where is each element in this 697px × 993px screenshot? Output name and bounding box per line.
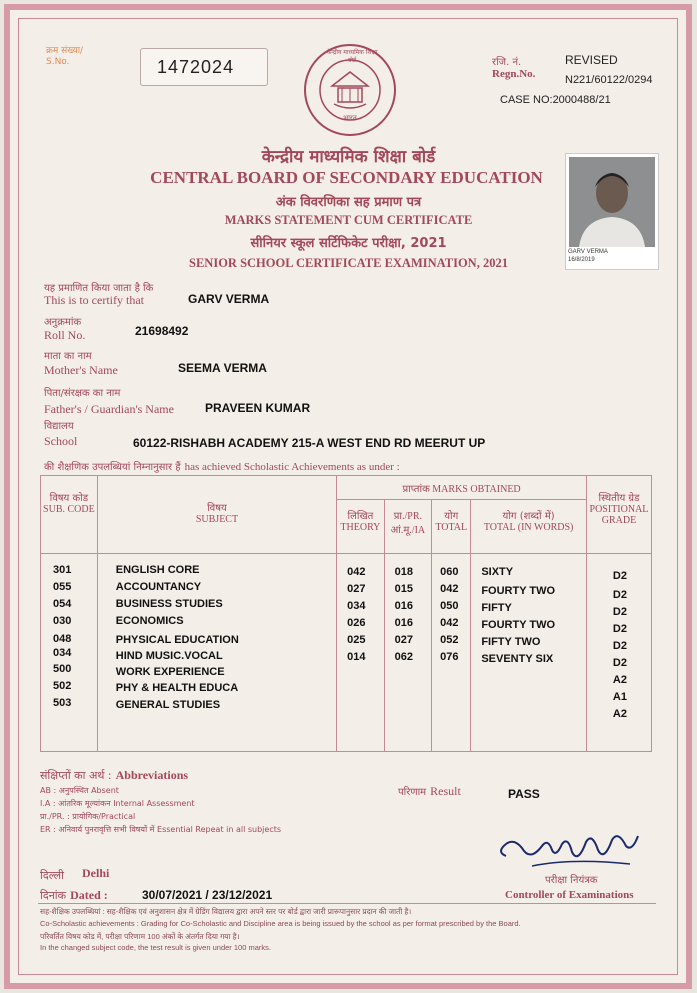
statement-title-hi: अंक विवरणिका सह प्रमाण पत्र (275, 195, 422, 210)
total-header (432, 500, 471, 554)
marks-obtained-header (337, 476, 587, 500)
theory-header-hi: लिखित (347, 511, 374, 522)
table-row-total: 076 (440, 651, 459, 663)
table-row-total: 060 (440, 566, 459, 578)
exam-title-en: SENIOR SCHOOL CERTIFICATE EXAMINATION, 2021 (189, 256, 508, 270)
table-row-words: SEVENTY SIX (481, 653, 554, 665)
board-title-en: CENTRAL BOARD OF SECONDARY EDUCATION (150, 168, 543, 187)
marks-header-row-1 (41, 476, 652, 500)
code-header (41, 476, 98, 554)
photo-caption-date: 16/8/2019 (568, 257, 595, 263)
issue-dates: 30/07/2021 / 23/12/2021 (142, 888, 273, 902)
table-row-total: 042 (440, 583, 459, 595)
achievement-line (44, 457, 400, 475)
table-row-grade: D2 (612, 589, 627, 601)
emblem-text-top: केन्द्रीय माध्यमिक शिक्षा बोर्ड (326, 49, 378, 64)
controller-title-hi: परीक्षा नियंत्रक (545, 875, 598, 886)
table-row-subject: WORK EXPERIENCE (115, 666, 225, 678)
regn-number: N221/60122/0294 (565, 74, 653, 86)
father-name: PRAVEEN KUMAR (205, 401, 311, 415)
abbreviations-title-en: Abbreviations (115, 768, 189, 782)
table-row-grade: A2 (612, 708, 627, 720)
table-row-grade: D2 (612, 606, 627, 618)
table-row-practical: 018 (394, 566, 413, 578)
table-row-grade: D2 (612, 623, 627, 635)
statement-title-en: MARKS STATEMENT CUM CERTIFICATE (224, 213, 473, 227)
table-row-code: 048 (53, 633, 72, 645)
person-silhouette-icon (569, 157, 655, 247)
table-row-theory: 025 (347, 634, 366, 646)
father-label-hi: पिता/संरक्षक का नाम (44, 388, 121, 399)
practical-header-top: प्रा./PR. (393, 511, 423, 522)
grade-header-hi: स्थितीय ग्रेड (598, 493, 640, 504)
school-label-hi: विद्यालय (44, 421, 74, 432)
mother-label-en: Mother's Name (44, 363, 118, 377)
note-subject-code-en: In the changed subject code, the test result is given under 100 marks. (40, 943, 271, 952)
grade-header (586, 476, 651, 554)
serial-label-hi: क्रम संख्या/ (46, 46, 84, 56)
certify-label-hi: यह प्रमाणित किया जाता है कि (44, 283, 154, 294)
certify-label-en: This is to certify that (44, 293, 144, 307)
father-label-en: Father's / Guardian's Name (44, 402, 174, 416)
table-row-subject: ENGLISH CORE (115, 564, 200, 576)
words-header (471, 500, 587, 554)
table-row-practical: 027 (394, 634, 413, 646)
table-row-subject: ACCOUNTANCY (115, 581, 202, 593)
case-number: CASE NO:2000488/21 (500, 94, 611, 106)
marks-body-row (41, 554, 652, 752)
roll-number: 21698492 (135, 324, 189, 338)
codes-column (41, 554, 98, 752)
subject-header-en: SUBJECT (195, 514, 239, 525)
abbreviations-title (40, 766, 188, 784)
table-row-subject: GENERAL STUDIES (115, 699, 221, 711)
school-name: 60122-RISHABH ACADEMY 215-A WEST END RD MEERUT UP (133, 436, 486, 450)
table-row-total: 052 (440, 634, 459, 646)
abbreviations-title-hi: संक्षिप्तों का अर्थ : (40, 769, 112, 782)
table-row-code: 055 (53, 581, 72, 593)
serial-label (46, 46, 83, 68)
table-row-grade: A2 (612, 674, 627, 686)
cbse-emblem (302, 42, 398, 138)
exam-title-hi: सीनियर स्कूल सर्टिफिकेट परीक्षा, 2021 (250, 236, 447, 251)
code-header-hi: विषय कोड (49, 493, 89, 504)
table-row-words: FIFTY (481, 602, 512, 614)
table-row-theory: 034 (347, 600, 366, 612)
serial-label-en: S.No. (46, 57, 70, 67)
total-column (432, 554, 471, 752)
result-label (398, 782, 461, 800)
abbreviation-pr: प्रा./PR. : प्रायोगिक/Practical (40, 812, 136, 821)
table-row-practical: 016 (394, 600, 413, 612)
words-header-hi: योग (शब्दों में) (502, 511, 555, 522)
table-row-practical: 015 (394, 583, 413, 595)
note-subject-code-hi: परिवर्तित विषय कोड में, परीक्षा परिणाम 100 अंकों के अंतर्गत दिया गया है। (40, 932, 240, 941)
emblem-text-bottom: भारत (343, 114, 357, 122)
abbreviations-list (40, 784, 281, 836)
practical-column (384, 554, 431, 752)
table-row-words: SIXTY (481, 566, 514, 578)
table-row-code: 034 (53, 647, 72, 659)
result-label-hi: परिणाम (398, 787, 427, 798)
candidate-name: GARV VERMA (188, 292, 270, 306)
total-header-en: TOTAL (435, 522, 468, 533)
roll-label-hi: अनुक्रमांक (44, 317, 82, 328)
table-row-grade: A1 (612, 691, 627, 703)
footer-divider (38, 903, 656, 904)
words-header-en: TOTAL (IN WORDS) (483, 522, 574, 533)
grade-column (586, 554, 651, 752)
words-column (471, 554, 587, 752)
practical-header (384, 500, 431, 554)
photo-image (569, 157, 655, 247)
table-row-code: 054 (53, 598, 72, 610)
table-row-total: 042 (440, 617, 459, 629)
mother-name: SEEMA VERMA (178, 361, 267, 375)
table-row-subject: PHYSICAL EDUCATION (115, 634, 239, 646)
abbreviation-ia: I.A : आंतरिक मूल्यांकन Internal Assessment (40, 799, 195, 808)
grade-header-en: POSITIONAL GRADE (589, 504, 649, 526)
regn-label-en: Regn.No. (492, 68, 536, 80)
theory-header (337, 500, 384, 554)
note-coscholastic-hi: सह-शैक्षिक उपलब्धियां : सह-शैक्षिक एवं अनुशासन क्षेत्र में ग्रेडिंग विद्यालय द्वारा अपने स्तर पर बोर्ड द्वारा जारी प्रारूपानुसार प्रदान की जाती है। (40, 907, 412, 916)
regn-label-hi: रजि. नं. (492, 57, 522, 68)
dated-label (40, 886, 108, 904)
school-label-en: School (44, 434, 78, 448)
subject-header (97, 476, 336, 554)
table-row-code: 301 (53, 564, 72, 576)
dated-label-hi: दिनांक (40, 889, 67, 902)
place-en: Delhi (82, 866, 110, 880)
revised-mark: REVISED (565, 53, 618, 67)
marks-table (40, 475, 652, 752)
table-row-code: 030 (53, 615, 72, 627)
table-row-words: FOURTY TWO (481, 585, 556, 597)
controller-title-en: Controller of Examinations (505, 889, 634, 901)
abbreviation-ab: AB : अनुपस्थित Absent (40, 786, 119, 795)
table-row-subject: ECONOMICS (115, 615, 184, 627)
mother-label-hi: माता का नाम (44, 351, 92, 362)
table-row-practical: 016 (394, 617, 413, 629)
roll-label-en: Roll No. (44, 328, 86, 342)
board-title-hi: केन्द्रीय माध्यमिक शिक्षा बोर्ड (261, 147, 436, 167)
marks-header-hi: प्राप्तांक (402, 483, 430, 495)
table-row-words: FOURTY TWO (481, 619, 556, 631)
subject-header-hi: विषय (207, 503, 227, 514)
achievement-label-hi: की शैक्षणिक उपलब्धियां निम्नानुसार हैं (44, 462, 181, 473)
table-row-theory: 042 (347, 566, 366, 578)
theory-header-en: THEORY (340, 522, 381, 533)
table-row-code: 503 (53, 697, 72, 709)
abbreviation-er: ER : अनिवार्य पुनरावृत्ति सभी विषयों में Essential Repeat in all subjects (40, 825, 282, 834)
photo-caption-name: GARV VERMA (568, 249, 608, 255)
serial-number: 1472024 (157, 57, 235, 77)
candidate-photo (565, 153, 659, 270)
table-row-subject: HIND MUSIC.VOCAL (115, 650, 223, 662)
table-row-grade: D2 (612, 570, 627, 582)
table-row-subject: BUSINESS STUDIES (115, 598, 223, 610)
result-label-en: Result (430, 784, 461, 798)
table-row-total: 050 (440, 600, 459, 612)
practical-header-bottom: आं.मू./IA (390, 525, 426, 536)
subjects-column (97, 554, 336, 752)
note-coscholastic-en: Co-Scholastic achievements : Grading for Co-Scholastic and Discipline area is being issued by the school as per format prescribed by the Board. (40, 919, 521, 928)
table-row-practical: 062 (394, 651, 413, 663)
achievement-label-en: has achieved Scholastic Achievements as under : (184, 461, 400, 473)
dated-label-en: Dated : (70, 888, 108, 902)
table-row-subject: PHY & HEALTH EDUCA (115, 682, 239, 694)
table-row-code: 502 (53, 680, 72, 692)
total-header-hi: योग (444, 511, 459, 522)
serial-number-box (140, 48, 268, 86)
table-row-code: 500 (53, 663, 72, 675)
table-row-grade: D2 (612, 640, 627, 652)
theory-column (337, 554, 384, 752)
table-row-theory: 026 (347, 617, 366, 629)
table-row-theory: 014 (347, 651, 366, 663)
table-row-words: FIFTY TWO (481, 636, 541, 648)
code-header-en: SUB. CODE (43, 504, 95, 515)
result-value: PASS (508, 787, 540, 801)
table-row-theory: 027 (347, 583, 366, 595)
marks-header-en: MARKS OBTAINED (432, 483, 521, 495)
place-hi: दिल्ली (40, 869, 64, 882)
table-row-grade: D2 (612, 657, 627, 669)
